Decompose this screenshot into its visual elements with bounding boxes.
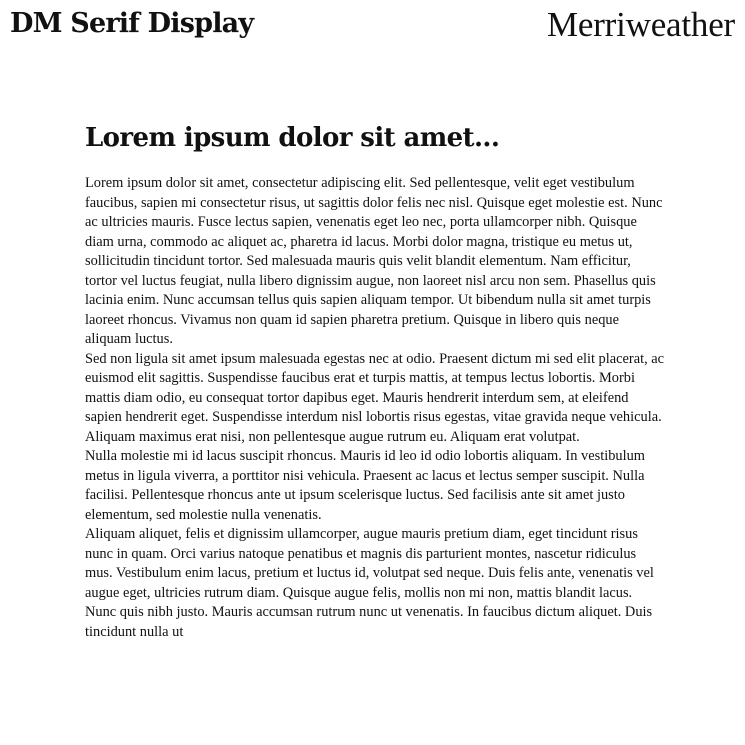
article-paragraph-1: Lorem ipsum dolor sit amet, consectetur adipiscing elit. Sed pellentesque, velit eget vestibulum faucibus, sapien mi consectetur risus, ut sagittis dolor felis nec nisl. Quisque eget molestie est. Nunc ac ultricies mauris. Fusce lectus sapien, venenatis eget leo nec, porta ullamcorper nibh. Quisque diam urna, commodo ac aliquet ac, pharetra id lacus. Morbi dolor magna, tristique eu metus ut, sollicitudin tincidunt tortor. Sed malesuada mauris quis velit blandit elementum. Nam efficitur, tortor vel luctus feugiat, nulla libero dignissim augue, non laoreet nisl arcu non sem. Phasellus quis lacinia enim. Nunc accumsan tellus quis sapien aliquam tempor. Ut bibendum nulla sit amet turpis laoreet rhoncus. Vivamus non quam id sapien pharetra pretium. Quisque in libero quis neque aliquam luctus. <box>85 175 663 347</box>
heading-font-label: DM Serif Display <box>10 8 254 39</box>
article-paragraph-4: Aliquam aliquet, felis et dignissim ullamcorper, augue mauris pretium diam, eget tincidunt risus nunc in quam. Orci varius natoque penatibus et magnis dis parturient montes, nascetur ridiculus mus. Vestibulum enim lacus, pretium et luctus id, volutpat sed neque. Duis felis ante, venenatis vel augue eget, ultricies rutrum diam. Quisque augue felis, mollis non mi non, mattis blandit lacus. Nunc quis nibh justo. Mauris accumsan rutrum nunc ut venenatis. In faucibus dictum aliquet. Duis tincidunt nulla ut <box>85 526 654 640</box>
article <box>85 118 665 642</box>
article-paragraph-3: Nulla molestie mi id lacus suscipit rhoncus. Mauris id leo id odio lobortis aliquam. In vestibulum metus in ligula viverra, a porttitor nisi vehicula. Praesent ac lacus et lectus semper suscipit. Nulla facilisi. Pellentesque rhoncus ante ut ipsum scelerisque luctus. Sed facilisis ante sit amet justo elementum, sed molestie nulla venenatis. <box>85 448 645 523</box>
article-paragraph-2: Sed non ligula sit amet ipsum malesuada egestas nec at odio. Praesent dictum mi sed elit placerat, ac euismod elit sagittis. Suspendisse faucibus erat et turpis mattis, at tempus lectus lobortis. Morbi mattis diam odio, eu consequat tortor dapibus eget. Mauris hendrerit interdum sem, at eleifend sapien hendrerit eget. Suspendisse interdum nisl lobortis risus egestas, vitae gravida neque vehicula. Aliquam maximus erat nisi, non pellentesque augue rutrum eu. Aliquam erat volutpat. <box>85 350 665 445</box>
body-font-label: Merriweather <box>546 5 735 44</box>
article-heading: Lorem ipsum dolor sit amet... <box>85 123 500 153</box>
